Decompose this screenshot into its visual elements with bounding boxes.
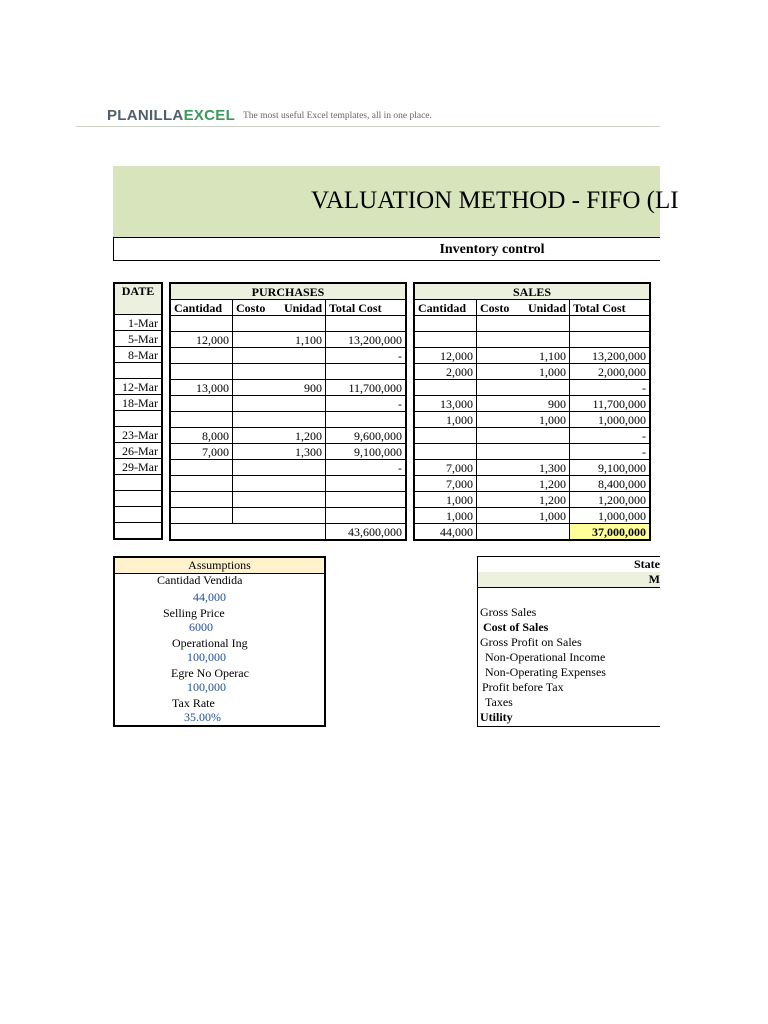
sales-cell: 1,000 (414, 412, 477, 428)
purchases-cell: 7,000 (170, 444, 233, 460)
table-row (170, 316, 406, 332)
table-row (414, 460, 650, 476)
table-row (414, 316, 650, 332)
date-cell: 29-Mar (114, 459, 162, 475)
date-header: DATE (114, 283, 162, 315)
sales-col-unit-label: Unidad (527, 300, 566, 315)
sales-cell: 1,300 (477, 460, 570, 476)
purchases-col-quantity: Cantidad (170, 300, 233, 316)
sales-cell: 7,000 (414, 476, 477, 492)
purchases-cell (170, 396, 233, 412)
sales-total-cell: 44,000 (414, 524, 477, 541)
purchases-cell: 900 (233, 380, 326, 396)
purchases-cell: 13,200,000 (326, 332, 407, 348)
purchases-total-cell (170, 524, 326, 541)
table-row (170, 332, 406, 348)
statement-line: Gross Profit on Sales (480, 635, 582, 649)
sales-cell (570, 332, 651, 348)
sales-cell: 8,400,000 (570, 476, 651, 492)
date-cell: 26-Mar (114, 443, 162, 459)
table-row (414, 444, 650, 460)
purchases-cell (170, 412, 233, 428)
sales-cell: 13,200,000 (570, 348, 651, 364)
assumptions-panel (113, 556, 326, 727)
date-cell: 23-Mar (114, 427, 162, 443)
sales-cell: 2,000 (414, 364, 477, 380)
sales-col-cost (477, 300, 570, 316)
date-cell: 1-Mar (114, 315, 162, 331)
table-row (114, 331, 162, 347)
statement-line: Non-Operational Income (485, 650, 606, 664)
purchases-cell (326, 316, 407, 332)
sales-table (413, 282, 651, 541)
purchases-cell (170, 476, 233, 492)
assumption-value: 44,000 (193, 590, 226, 604)
sales-cell: 9,100,000 (570, 460, 651, 476)
table-row (414, 412, 650, 428)
statement-line: Taxes (485, 695, 513, 709)
table-row (170, 364, 406, 380)
sales-cell: 1,000 (477, 412, 570, 428)
table-row (114, 347, 162, 363)
date-cell: 12-Mar (114, 379, 162, 395)
table-row (114, 363, 162, 379)
sales-col-total: Total Cost (570, 300, 651, 316)
purchases-cell (326, 508, 407, 524)
purchases-cell: 12,000 (170, 332, 233, 348)
purchases-cell (170, 508, 233, 524)
sales-cell: - (570, 444, 651, 460)
purchases-cell (170, 316, 233, 332)
sales-total-cell: 37,000,000 (570, 524, 651, 541)
purchases-cell: 11,700,000 (326, 380, 407, 396)
sales-cell: 7,000 (414, 460, 477, 476)
purchases-cell (170, 348, 233, 364)
sales-header: SALES (414, 283, 650, 300)
table-row (114, 427, 162, 443)
sales-cell (414, 444, 477, 460)
sales-cell (477, 380, 570, 396)
purchases-cell (170, 364, 233, 380)
sales-cell: 1,000 (414, 492, 477, 508)
sales-cell (477, 316, 570, 332)
subtitle-box (113, 237, 660, 261)
sales-cell: 1,100 (477, 348, 570, 364)
statement-subheader: M (478, 572, 660, 588)
statement-panel (477, 556, 660, 727)
table-row (114, 475, 162, 491)
purchases-col-total: Total Cost (326, 300, 407, 316)
sales-cell: 1,000,000 (570, 508, 651, 524)
table-row (170, 348, 406, 364)
sales-cell (477, 332, 570, 348)
table-row (170, 396, 406, 412)
date-cell (114, 523, 162, 540)
brand-logo (107, 107, 235, 124)
table-row (170, 508, 406, 524)
table-row (414, 348, 650, 364)
purchases-cell (170, 492, 233, 508)
sales-col-quantity: Cantidad (414, 300, 477, 316)
sales-cell: 13,000 (414, 396, 477, 412)
sales-cell: 1,000 (477, 364, 570, 380)
date-cell (114, 491, 162, 507)
table-row (414, 492, 650, 508)
sales-cell: - (570, 428, 651, 444)
purchases-cell: 1,200 (233, 428, 326, 444)
statement-line: Profit before Tax (482, 680, 564, 694)
purchases-cell (233, 348, 326, 364)
table-row (114, 379, 162, 395)
sales-cell: 1,200 (477, 476, 570, 492)
date-cell: 18-Mar (114, 395, 162, 411)
purchases-cell: 1,300 (233, 444, 326, 460)
date-cell (114, 411, 162, 427)
purchases-cell (233, 460, 326, 476)
sales-cell: 900 (477, 396, 570, 412)
tagline: The most useful Excel templates, all in one place. (243, 111, 432, 121)
table-row (170, 460, 406, 476)
table-row (170, 476, 406, 492)
statement-line: Gross Sales (480, 605, 537, 619)
header-divider (76, 126, 660, 127)
assumption-label: Selling Price (163, 606, 225, 620)
sales-totals-row (414, 524, 650, 541)
table-row (114, 395, 162, 411)
assumptions-header: Assumptions (115, 558, 324, 574)
purchases-cell: 9,600,000 (326, 428, 407, 444)
purchases-cell: 13,000 (170, 380, 233, 396)
date-cell (114, 475, 162, 491)
sales-cell: 1,200 (477, 492, 570, 508)
sales-total-cell (477, 524, 570, 541)
assumption-value: 100,000 (187, 680, 226, 694)
assumption-label: Tax Rate (172, 696, 215, 710)
table-row (414, 332, 650, 348)
purchases-cell: - (326, 348, 407, 364)
sales-cell: 1,000 (414, 508, 477, 524)
purchases-totals-row (170, 524, 406, 541)
purchases-cell (233, 476, 326, 492)
purchases-cell (233, 508, 326, 524)
brand-part2: EXCEL (183, 107, 236, 124)
table-row (170, 380, 406, 396)
sales-cell: 1,000,000 (570, 412, 651, 428)
purchases-cell: - (326, 396, 407, 412)
table-row (170, 444, 406, 460)
assumption-label: Operational Ing (172, 636, 248, 650)
statement-header: State (478, 557, 660, 573)
statement-line: Utility (480, 710, 513, 724)
statement-line: Non-Operating Expenses (485, 665, 606, 679)
purchases-cell: - (326, 460, 407, 476)
date-cell: 8-Mar (114, 347, 162, 363)
sales-cell: - (570, 380, 651, 396)
sales-cell (414, 428, 477, 444)
table-row (114, 491, 162, 507)
purchases-col-unit-label: Unidad (283, 300, 322, 315)
statement-line: Cost of Sales (483, 620, 549, 634)
sales-cell: 11,700,000 (570, 396, 651, 412)
purchases-cell: 1,100 (233, 332, 326, 348)
sales-cell: 2,000,000 (570, 364, 651, 380)
sales-cell (414, 380, 477, 396)
assumption-label: Cantidad Vendida (157, 573, 243, 587)
assumption-value: 35.00% (184, 710, 221, 724)
sales-cell (477, 428, 570, 444)
date-cell: 5-Mar (114, 331, 162, 347)
purchases-cell (233, 396, 326, 412)
table-row (114, 459, 162, 475)
purchases-header: PURCHASES (170, 283, 406, 300)
table-row (414, 476, 650, 492)
sales-cell (477, 444, 570, 460)
purchases-cell (326, 492, 407, 508)
table-row (114, 315, 162, 331)
purchases-cell (233, 316, 326, 332)
purchases-cell (326, 476, 407, 492)
assumption-value: 6000 (189, 620, 213, 634)
table-row (114, 443, 162, 459)
purchases-total-cell: 43,600,000 (326, 524, 407, 541)
date-cell (114, 363, 162, 379)
table-row (414, 508, 650, 524)
table-row (114, 411, 162, 427)
table-row (414, 396, 650, 412)
assumption-label: Egre No Operac (171, 666, 249, 680)
sales-cell: 12,000 (414, 348, 477, 364)
table-row (414, 428, 650, 444)
sales-cell (570, 316, 651, 332)
table-row (114, 507, 162, 523)
purchases-cell: 8,000 (170, 428, 233, 444)
assumption-value: 100,000 (187, 650, 226, 664)
sales-cell: 1,000 (477, 508, 570, 524)
brand-part1: PLANILLA (107, 107, 184, 124)
page-title: VALUATION METHOD - FIFO (LI (311, 187, 679, 214)
purchases-cell (233, 492, 326, 508)
sales-col-cost-label: Costo (480, 300, 510, 315)
purchases-cell (170, 460, 233, 476)
sales-cell (414, 332, 477, 348)
purchases-col-cost (233, 300, 326, 316)
table-row (170, 492, 406, 508)
date-table (113, 282, 163, 540)
purchases-table (169, 282, 407, 541)
table-row (170, 412, 406, 428)
purchases-cell (233, 412, 326, 428)
purchases-col-cost-label: Costo (236, 300, 266, 315)
purchases-cell (326, 364, 407, 380)
table-row (414, 380, 650, 396)
purchases-cell (326, 412, 407, 428)
date-cell (114, 507, 162, 523)
table-row (170, 428, 406, 444)
subtitle: Inventory control (439, 242, 545, 257)
purchases-cell: 9,100,000 (326, 444, 407, 460)
sales-cell (414, 316, 477, 332)
sales-cell: 1,200,000 (570, 492, 651, 508)
purchases-cell (233, 364, 326, 380)
table-row (414, 364, 650, 380)
